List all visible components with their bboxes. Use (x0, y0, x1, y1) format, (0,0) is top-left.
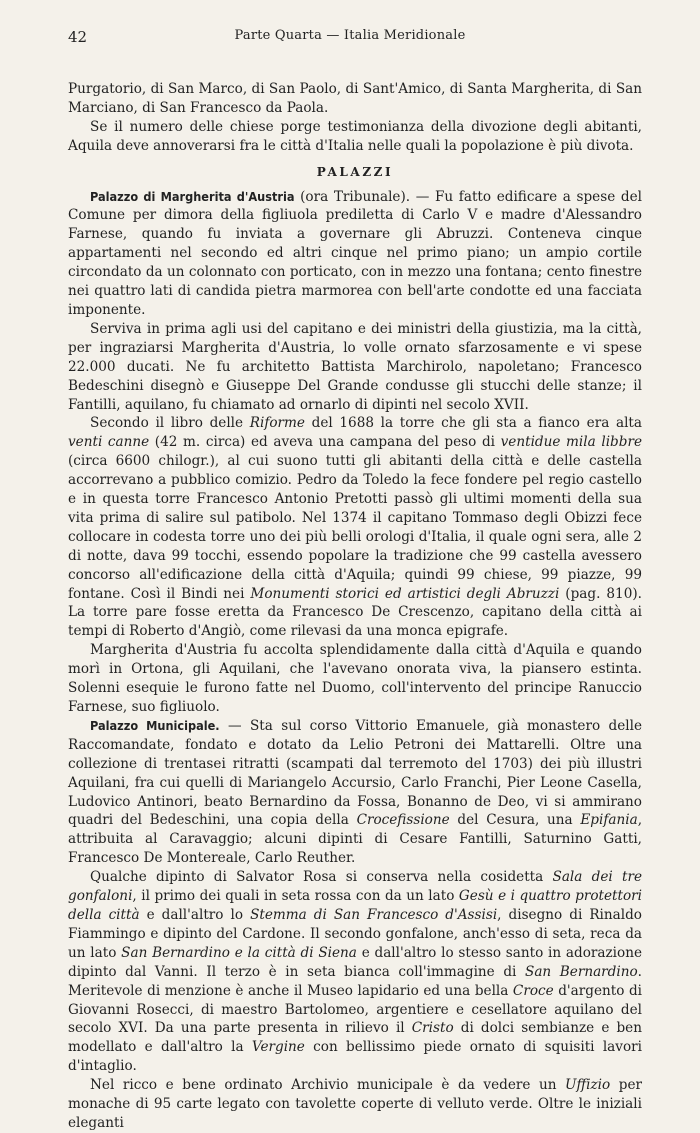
paragraph-1: Purgatorio, di San Marco, di San Paolo, di Sant'Amico, di Santa Margherita, di San Marciano, di San Francesco da Paola. (68, 81, 642, 116)
paragraph-palazzo-margherita: Palazzo di Margherita d'Austria (ora Tribunale). — Fu fatto edificare a spese del Comune per dimora della figliuola prediletta di Carlo V e madre d'Alessandro Farnese, quando fu inviata a governare gli Abruzzi. Conteneva cinque appartamenti nel secondo ed altri cinque nel primo piano; un ampio cortile circondato da un colonnato con porticato, con in mezzo una fontana; cento finestre nei quattro lati di candida pietra marmorea con bell'arte condotte ed una facciata imponente. (68, 188, 642, 318)
body-text (68, 80, 642, 1133)
entry-heading: Palazzo di Margherita d'Austria (90, 188, 295, 204)
section-title-palazzi: PALAZZI (316, 164, 394, 179)
running-head: Parte Quarta — Italia Meridionale (234, 28, 466, 43)
page-number: 42 (68, 28, 88, 46)
paragraph-6: Margherita d'Austria fu accolta splendidamente dalla città d'Aquila e quando morì in Ortona, gli Aquilani, che l'avevano onorata viva, la piansero estinta. Solenni esequie le furono fatte nel Duomo, coll'intervento del principe Ranuccio Farnese, suo figliuolo. (68, 642, 642, 715)
paragraph-gonfaloni: Qualche dipinto di Salvator Rosa si conserva nella cosidetta Sala dei tre gonfaloni, il primo dei quali in seta rossa con da un lato Gesù e i quattro protettori della città e dall'altro lo Stemma di San Francesco d'Assisi, disegno di Rinaldo Fiammingo e dipinto del Cardone. Il secondo gonfalone, anch'esso di seta, reca da un lato San Bernardino e la città di Siena e dall'altro lo stesso santo in adorazione dipinto dal Vanni. Il terzo è in seta bianca coll'immagine di San Bernardino. Meritevole di menzione è anche il Museo lapidario ed una bella Croce d'argento di Giovanni Rosecci, di maestro Bartolomeo, argentiere e cesellatore aquilano del secolo XVI. Da una parte presenta in rilievo il Cristo di dolci sembianze e ben modellato e dall'altro la Vergine con bellissimo piede ornato di squisiti lavori d'intaglio. (68, 869, 642, 1075)
entry-heading: Palazzo Municipale. (90, 717, 220, 733)
paragraph-palazzo-municipale: Palazzo Municipale. — Sta sul corso Vittorio Emanuele, già monastero delle Raccomandate, fondato e dotato da Lelio Petroni dei Mattarelli. Oltre una collezione di trentasei ritratti (scampati dal terremoto del 1703) dei più illustri Aquilani, fra cui quelli di Mariangelo Accursio, Carlo Franchi, Pier Leone Casella, Ludovico Antinori, beato Bernardino da Fossa, Bonanno de Deo, vi si ammirano quadri del Bedeschini, una copia della Crocefissione del Cesura, una Epifania, attribuita al Caravaggio; alcuni dipinti di Cesare Fantilli, Saturnino Gatti, Francesco De Montereale, Carlo Reuther. (68, 717, 643, 867)
paragraph-2: Se il numero delle chiese porge testimonianza della divozione degli abitanti, Aquila deve annoverarsi fra le città d'Italia nelle quali la popolazione è più divota. (68, 118, 642, 154)
page-header (68, 28, 642, 46)
paragraph-torre: Secondo il libro delle Riforme del 1688 la torre che gli sta a fianco era alta venti canne (42 m. circa) ed aveva una campana del peso di ventidue mila libbre (circa 6600 chilogr.), al cui suono tutti gli abitanti della città e delle castella accorrevano a pubblico comizio. Pedro da Toledo la fece fondere pel regio castello e in questa torre Francesco Antonio Pretotti passò gli ultimi momenti della sua vita prima di salire sul patibolo. Nel 1374 il capitano Tommaso degli Obizzi fece collocare in codesta torre uno dei più belli orologi d'Italia, il quale ogni sera, alle 2 di notte, dava 99 tocchi, essendo popolare la tradizione che 99 castella avessero concorso all'edificazione della città d'Aquila; quindi 99 chiese, 99 piazze, 99 fontane. Così il Bindi nei Monumenti storici ed artistici degli Abruzzi (pag. 810). La torre pare fosse eretta da Francesco De Crescenzo, capitano della città ai tempi di Roberto d'Angiò, come rilevasi da una monca epigrafe. (68, 415, 642, 640)
paragraph-archivio: Nel ricco e bene ordinato Archivio municipale è da vedere un Uffizio per monache di 95 carte legato con tavolette coperte di velluto verde. Oltre le iniziali eleganti (68, 1077, 642, 1131)
paragraph-4: Serviva in prima agli usi del capitano e dei ministri della giustizia, ma la città, per ingraziarsi Margherita d'Austria, lo volle ornato sfarzosamente e vi spese 22.000 ducati. Ne fu architetto Battista Marchirolo, napoletano; Francesco Bedeschini disegnò e Giuseppe Del Grande condusse gli stucchi delle stanze; il Fantilli, aquilano, fu chiamato ad ornarlo di dipinti nel secolo XVII. (68, 320, 642, 413)
